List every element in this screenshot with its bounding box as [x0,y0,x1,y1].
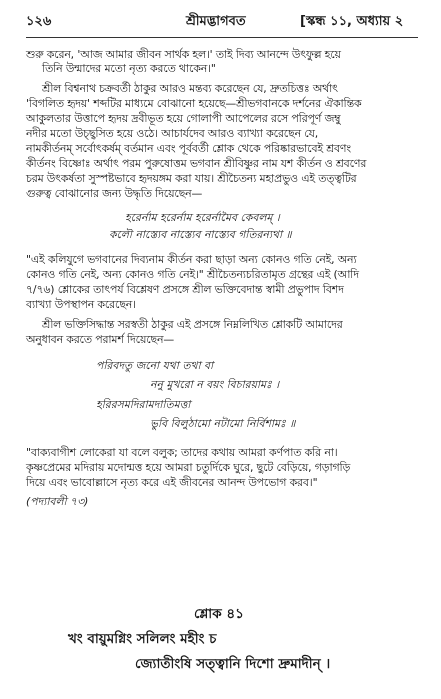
section-reference: [স্কন্ধ ১১, অধ্যায় ২ [300,14,404,29]
verse-line: ভুবি বিলুঠামো নটামো নির্বিশামঃ ॥ [150,417,296,430]
text-line: কোনও গতি নেই, অন্য কোনও গতি নেই।" শ্রীচৈতন্যচরিতামৃত গ্রন্থের এই (আদি [26,268,359,281]
text-line: "বাক্যবাগীশ লোকেরা যা বলে বলুক; তাদের কথায় আমরা কর্ণপাত করি না। [26,446,338,459]
text-line: দিয়ে এবং ভাবোল্লাসে নৃত্য করে এই জীবনের আনন্দ উপভোগ করব।" [26,476,318,489]
text-line: তিনি উন্মাদের মতো নৃত্য করতে থাকেন।" [42,62,216,75]
verse-line: পরিবদতু জনো যথা তথা বা [96,359,214,372]
sloka-line: জ্যোতীংষি সত্ত্বানি দিশো দ্রুমাদীন্ । [135,656,331,672]
verse-line: হরিরসমদিরামদাতিমত্তা [96,398,191,411]
source-reference: (পদ্যাবলী ৭৩) [26,495,89,508]
text-line: চরম উৎকর্ষতা সুস্পষ্টভাবে হৃদয়ঙ্গম করা যায়। শ্রীচৈতন্য মহাপ্রভুও এই তত্ত্বটির [26,172,357,185]
sloka-line: খং বায়ুমগ্নিং সলিলং মহীং চ [68,631,217,647]
text-line: অনুধাবন করতে পরামর্শ দিয়েছেন— [26,333,175,346]
text-line: 'বিগলিত হৃদয়' শব্দটির মাধ্যমে বোঝানো হয়েছে—শ্রীভগবানকে দর্শনের ঐকান্তিক [26,97,362,110]
text-line: "এই কলিযুগে ভগবানের দিব্যনাম কীর্তন করা ছাড়া অন্য কোনও গতি নেই, অন্য [26,253,357,266]
text-line: শ্রীল ভক্তিসিদ্ধান্ত সরস্বতী ঠাকুর এই প্রসঙ্গে নিম্নলিখিত শ্লোকটি আমাদের [42,318,343,331]
text-line: শ্রীল বিশ্বনাথ চক্রবর্তী ঠাকুর আরও মন্তব্য করেছেন যে, দ্রুতচিত্তঃ অর্থাৎ [42,82,338,95]
header-rule [26,37,418,38]
text-line: কীর্তনং বিষ্ণোঃ অর্থাৎ পরম পুরুষোত্তম ভগবান শ্রীবিষ্ণুর নাম যশ কীর্তন ও শ্রবণের [26,157,367,170]
text-line: কৃষ্ণপ্রেমের মদিরায় মদোন্মত্ত হয়ে আমরা চতুর্দিকে ঘুরে, ছুটে বেড়িয়ে, গড়াগড়ি [26,461,351,474]
verse-line: হরের্নাম হরের্নাম হরের্নামৈব কেবলম্ । [125,211,280,224]
text-line: আকুলতার উত্তাপে হৃদয় দ্রবীভূত হয়ে গোলাপী আপেলের রসে পরিপূর্ণ জম্বু [26,112,341,125]
text-line: নদীর মতো উচ্ছ্বসিত হয়ে ওঠে। আচার্যদেব আরও ব্যাখ্যা করেছেন যে, [26,127,319,140]
text-line: শুরু করেন, 'আজ আমার জীবন সার্থক হল।' তাই দিব্য আনন্দে উৎফুল্ল হয়ে [26,48,341,61]
running-title: শ্রীমদ্ভাগবত [186,14,246,29]
sloka-label: শ্লোক ৪১ [194,606,244,622]
text-line: গুরুত্ব বোঝানোর জন্য উদ্ধৃতি দিয়েছেন— [26,187,203,200]
page-number: ১২৬ [26,14,52,29]
text-line: ৭/৭৬) শ্লোকের তাৎপর্য বিশ্লেষণ প্রসঙ্গে শ্রীল ভক্তিবেদান্ত স্বামী প্রভুপাদ বিশদ [26,283,344,296]
text-line: ব্যাখ্যা উপস্থাপন করেছেন। [26,298,136,311]
verse-line: কলৌ নাস্ত্যেব নাস্ত্যেব নাস্ত্যেব গতিরন্যথা ॥ [109,228,292,241]
verse-line: ননু মুখরো ন বয়ং বিচারয়ামঃ । [150,378,280,391]
text-line: নামকীর্তনম্ সর্বোৎকর্ষম্ বর্তমান এবং পূর্ববর্তী শ্লোক থেকে পরিষ্কারভাবেই শ্রবণং [26,142,351,155]
